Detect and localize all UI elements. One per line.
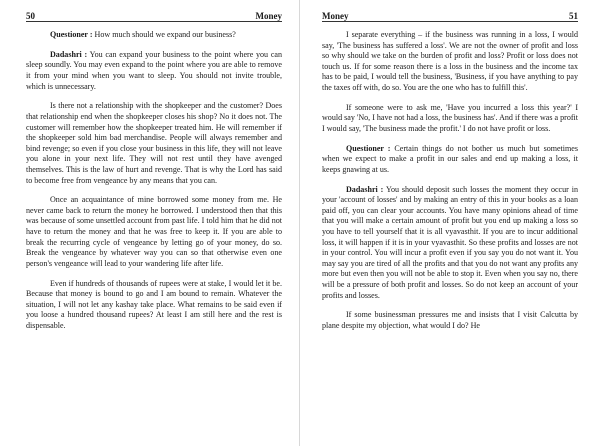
- left-running-head: [26, 0, 282, 22]
- right-running-title: Money: [322, 11, 349, 21]
- right-page-body: [322, 30, 578, 332]
- paragraph: [26, 50, 282, 92]
- speaker-label: Questioner :: [50, 30, 93, 39]
- paragraph: [322, 185, 578, 302]
- paragraph: [26, 279, 282, 332]
- paragraph-text: Certain things do not bother us much but sometimes when we expect to make a profit in our sales and end up making a loss, it keeps gnawing at us.: [322, 143, 578, 174]
- left-page-number: 50: [26, 11, 35, 21]
- right-page-number: 51: [569, 11, 578, 21]
- paragraph-text: You can expand your business to the point where you can sleep soundly. You may even expand to the point where you are able to remove it from your mind when you want to sleep. You should not invite trouble, which is unnecessary.: [26, 49, 282, 91]
- speaker-label: Questioner :: [346, 143, 391, 153]
- speaker-label: Dadashri :: [50, 49, 88, 59]
- right-page: [300, 0, 600, 446]
- speaker-label: Dadashri :: [346, 184, 384, 194]
- right-running-head: [322, 0, 578, 22]
- paragraph: [322, 103, 578, 135]
- paragraph-text: You should deposit such losses the moment they occur in your 'account of losses' and by making an entry of this in your books as a loan paid off, you can clear your accounts. You have many opinions ahead of time that you will make a certain amount of profit but you end up making a loss so you have to tell yourself that it is all vyavasthit. If you are to incur additional loss, it will happen if it is in your vyavasthit. So these profits and losses are not in your control. You will incur a profit even if you say you do not want it. You may say you are tired of all the profits and that you do not want any profits any more but even then you will not be able to stop it. Even when you say no, there will be a pressure of both profit and losses. So do not keep an account of your profits and losses.: [322, 184, 578, 300]
- paragraph: [322, 30, 578, 94]
- paragraph: [322, 310, 578, 331]
- paragraph: [26, 30, 282, 41]
- left-running-title: Money: [255, 11, 282, 21]
- paragraph-text: Once an acquaintance of mine borrowed some money from me. He never came back to return the money he borrowed. I understood then that this was because of some unsettled account from past life. I told him that he did not have to return the money and that he was free to keep it. If you are able to break the recurring cycle of vengeance by letting go of your money, do so. Break the vengeance by whatever way you can so that otherwise even one person's vengeance will lead to your wandering life after life.: [26, 195, 282, 268]
- paragraph-text: I separate everything – if the business was running in a loss, I would say, 'The business has suffered a loss'. We are not the owner of profit and loss so why should we take on the burden of profit and loss? Profit or loss does not touch us. If for some reason there is a loss in the business and the income tax has to be paid, I would tell the business, 'Business, if you have anything to pay the taxes off with, do so. You are the one who has to fulfill this'.: [322, 30, 578, 92]
- paragraph: [322, 144, 578, 176]
- left-page-body: [26, 30, 282, 332]
- paragraph-text: Even if hundreds of thousands of rupees were at stake, I would let it be. Because that money is bound to go and I am bound to remain. Whatever the situation, I will not let any kashay take place. What remains to be said even if you loose a hundred thousand rupees? At least I am still here and the rest is dispensable.: [26, 278, 282, 330]
- paragraph-text: If someone were to ask me, 'Have you incurred a loss this year?' I would say 'No, I have not had a loss, the business has'. And if there was a profit I would say, 'The business made the profit.' I do not have profit or loss.: [322, 102, 578, 133]
- paragraph: [26, 195, 282, 269]
- paragraph-text: Is there not a relationship with the shopkeeper and the customer? Does that relationship end when the shopkeeper closes his shop? No it does not. The customer will remember how the shopkeeper treated him. He will remember if the shopkeeper sold him bad merchandise. People will always remember and bind revenge; so even if you close your business in this life, they will not leave you alone in your next life. They will not rest until they have avenged themselves. This is the law of hurt and revenge. That is why the Lord has said to become free from vengeance by any means that you can.: [26, 101, 282, 185]
- paragraph-text: If some businessman pressures me and insists that I visit Calcutta by plane despite my objection, what would I do? He: [322, 310, 578, 330]
- paragraph-text: How much should we expand our business?: [92, 30, 236, 39]
- paragraph: [26, 101, 282, 186]
